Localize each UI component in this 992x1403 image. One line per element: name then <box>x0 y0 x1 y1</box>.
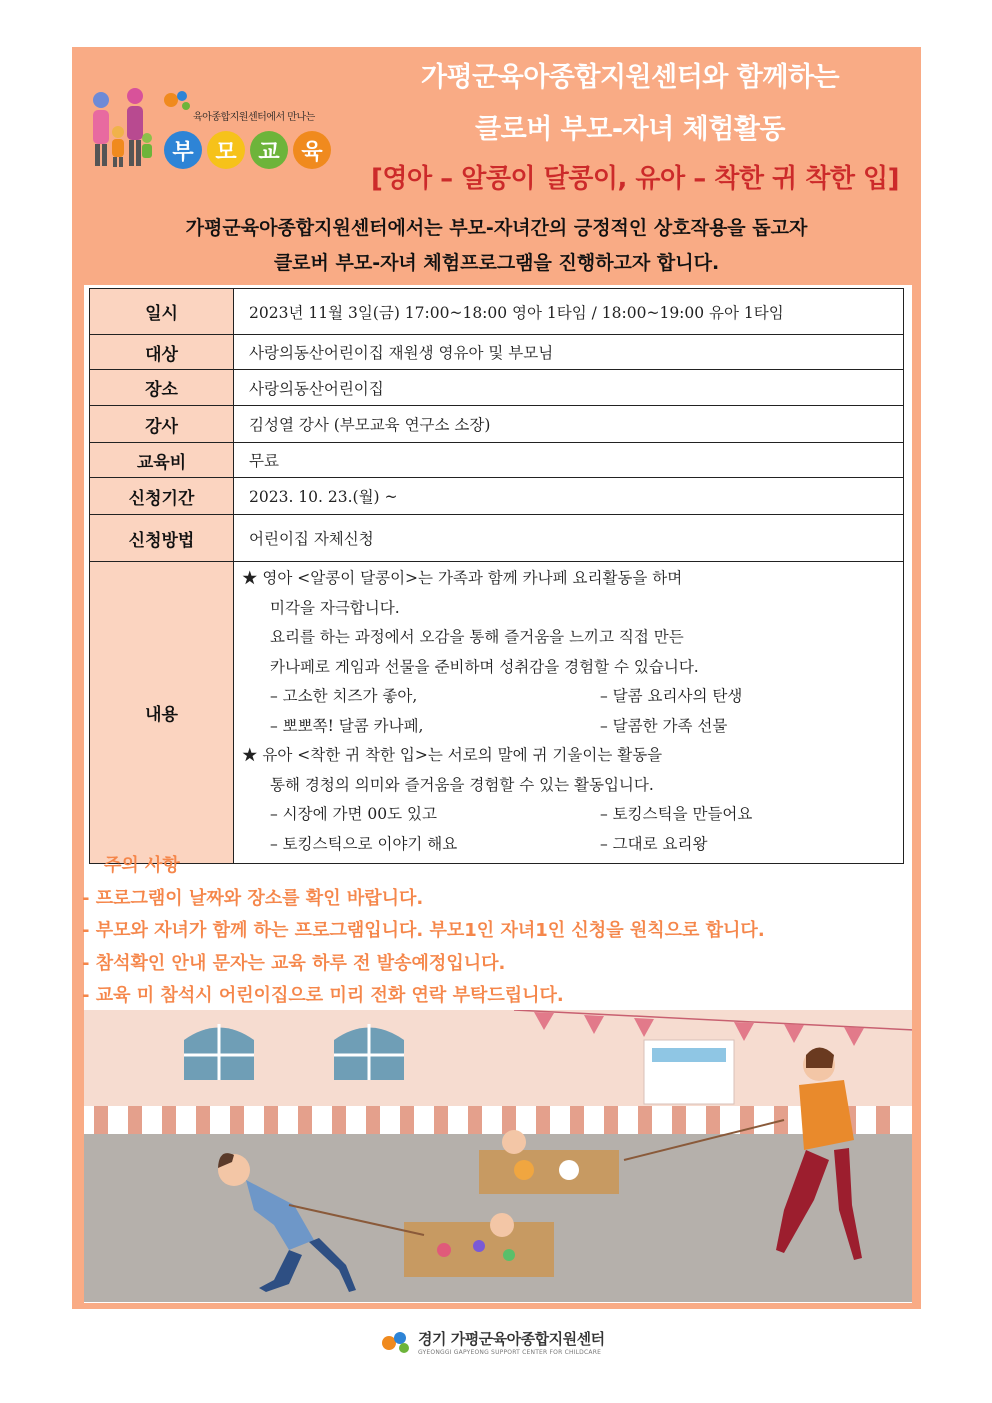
content-label: 내용 <box>90 562 234 864</box>
instructor-label: 강사 <box>90 406 234 443</box>
method-value: 어린이집 자체신청 <box>234 515 904 562</box>
family-illustration <box>84 1010 912 1302</box>
logo-tile: 부 <box>164 131 202 169</box>
table-row <box>90 289 904 335</box>
logo-subtitle: 육아종합지원센터에서 만나는 <box>193 112 315 123</box>
note-item: - 교육 미 참석시 어린이집으로 미리 전화 연락 부탁드립니다. <box>82 985 564 1006</box>
child-item: – 시장에 가면 00도 있고 <box>270 805 437 823</box>
period-value: 2023. 10. 23.(월) ~ <box>234 478 904 515</box>
content-cell <box>234 562 904 864</box>
period-label: 신청기간 <box>90 478 234 515</box>
note-item: - 참석확인 안내 문자는 교육 하루 전 발송예정입니다. <box>82 952 506 974</box>
instructor-value: 김성열 강사 (부모교육 연구소 소장) <box>234 406 904 443</box>
child-line: ★ 유아 <착한 귀 착한 입>는 서로의 말에 귀 기울이는 활동을 <box>242 746 663 764</box>
logo-tile: 모 <box>207 131 245 169</box>
footer <box>380 1328 605 1356</box>
infant-item: – 달콤 요리사의 탄생 <box>600 687 743 705</box>
intro-line-1: 가평군육아종합지원센터에서는 부모-자녀간의 긍정적인 상호작용을 돕고자 <box>185 217 808 239</box>
note-item: - 프로그램이 날짜와 장소를 확인 바랍니다. <box>82 887 424 909</box>
date-value: 2023년 11월 3일(금) 17:00~18:00 영아 1타임 / 18:00~19:00 유아 1타임 <box>234 289 904 335</box>
date-label: 일시 <box>90 289 234 335</box>
infant-item: – 달콤한 가족 선물 <box>600 716 728 735</box>
intro-line-2: 클로버 부모-자녀 체험프로그램을 진행하고자 합니다. <box>273 252 720 274</box>
note-item: - 부모와 자녀가 함께 하는 프로그램입니다. 부모1인 자녀1인 신청을 원칙으로 합니다. <box>82 920 765 941</box>
target-label: 대상 <box>90 335 234 370</box>
notes-section <box>82 850 765 1013</box>
org-name: 경기 가평군육아종합지원센터 <box>418 1330 605 1348</box>
org-logo-icon <box>380 1329 412 1355</box>
notes-title: 주의 사항 <box>104 855 180 876</box>
place-label: 장소 <box>90 370 234 406</box>
child-line: 통해 경청의 의미와 즐거움을 경험할 수 있는 활동입니다. <box>270 775 654 794</box>
infant-line: 요리를 하는 과정에서 오감을 통해 즐거움을 느끼고 직접 만든 <box>270 628 684 646</box>
fee-value: 무료 <box>234 443 904 478</box>
infant-item: – 뽀뽀쪽! 달콤 카나페, <box>270 716 424 735</box>
infant-line: 미각을 자극합니다. <box>270 598 400 617</box>
child-item: – 그대로 요리왕 <box>600 834 708 853</box>
logo-tile: 교 <box>250 131 288 169</box>
place-value: 사랑의동산어린이집 <box>234 370 904 406</box>
title-line-2: 클로버 부모-자녀 체험활동 <box>475 114 785 145</box>
table-row <box>90 562 904 864</box>
fee-label: 교육비 <box>90 443 234 478</box>
title-line-1: 가평군육아종합지원센터와 함께하는 <box>420 62 840 93</box>
infant-items-row <box>242 712 895 742</box>
child-item: – 토킹스틱을 만들어요 <box>600 805 753 823</box>
program-subtitle: [영아 – 알콩이 달콩이, 유아 – 착한 귀 착한 입] <box>371 164 899 194</box>
table-row <box>90 370 904 406</box>
table-row <box>90 335 904 370</box>
logo-tiles <box>164 131 331 169</box>
content-body <box>234 562 903 863</box>
child-items-row <box>242 800 895 830</box>
infant-line: ★ 영아 <알콩이 달콩이>는 가족과 함께 카나페 요리활동을 하며 <box>242 569 683 587</box>
infant-item: – 고소한 치즈가 좋아, <box>270 687 418 705</box>
logo-tile: 육 <box>293 131 331 169</box>
target-value: 사랑의동산어린이집 재원생 영유아 및 부모님 <box>234 335 904 370</box>
table-row <box>90 478 904 515</box>
info-table <box>89 288 904 864</box>
table-row <box>90 515 904 562</box>
infant-line: 카나페로 게임과 선물을 준비하며 성취감을 경험할 수 있습니다. <box>270 657 699 676</box>
org-name-en: GYEONGGI GAPYEONG SUPPORT CENTER FOR CHILDCARE <box>418 1349 602 1356</box>
table-row <box>90 443 904 478</box>
child-item: – 토킹스틱으로 이야기 해요 <box>270 834 458 853</box>
infant-items-row <box>242 682 895 712</box>
method-label: 신청방법 <box>90 515 234 562</box>
table-row <box>90 406 904 443</box>
